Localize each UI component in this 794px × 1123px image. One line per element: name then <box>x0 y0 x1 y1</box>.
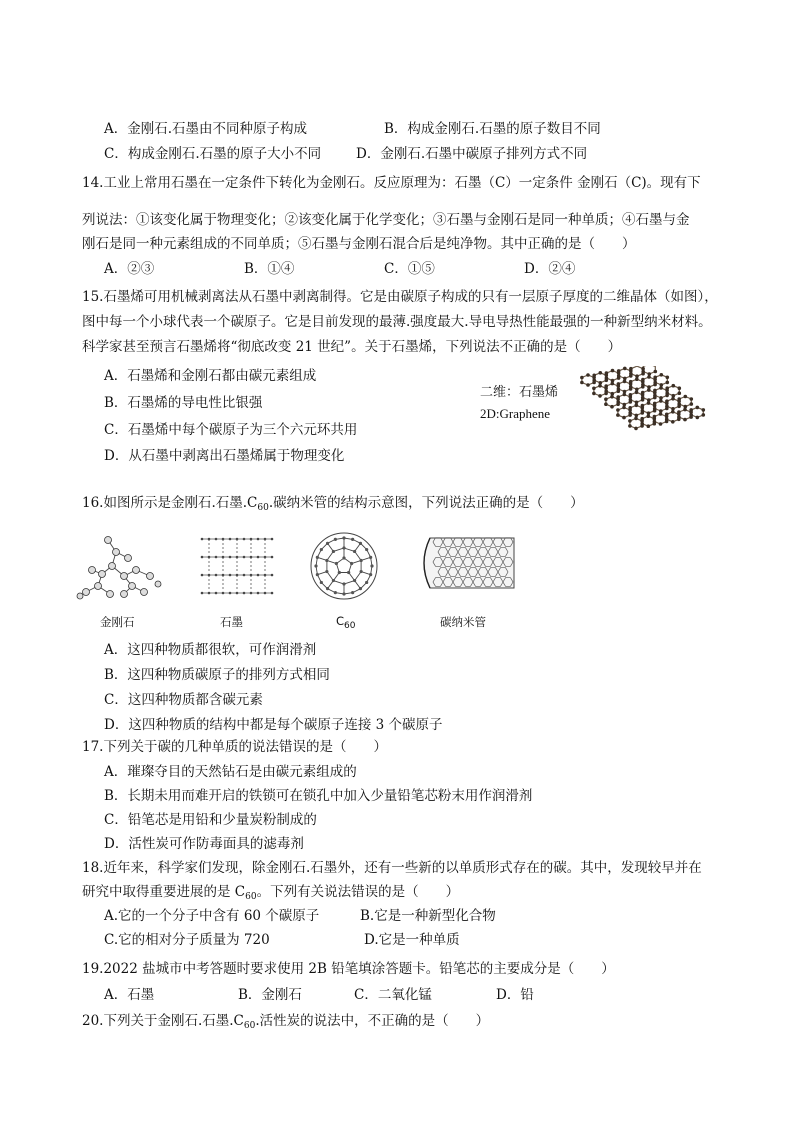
graphene-atom <box>702 413 706 417</box>
graphene-atom <box>635 391 639 395</box>
graphene-atom <box>696 416 700 420</box>
graphene-atom <box>641 370 645 374</box>
graphene-atom <box>641 383 645 387</box>
graphene-atom <box>653 381 657 385</box>
q18-stem-line2-pre: 研究中取得重要进展的是 C <box>82 884 246 900</box>
c60-atom <box>365 581 368 584</box>
graphene-figure <box>574 366 720 458</box>
c60-atom <box>332 579 335 582</box>
c60-atom <box>369 556 372 559</box>
graphene-atom <box>659 386 663 390</box>
graphite-atom <box>236 592 239 595</box>
q16-option-d: D．这四种物质的结构中都是每个碳原子连接 3 个碳原子 <box>104 717 443 733</box>
q13-option-d: D．金刚石.石墨中碳原子排列方式不同 <box>356 146 588 162</box>
graphene-atom <box>659 422 663 426</box>
graphite-atom <box>229 556 232 559</box>
graphene-atom <box>653 415 657 419</box>
graphene-atom <box>696 406 700 410</box>
graphite-atom <box>257 592 260 595</box>
graphene-atom <box>628 406 632 410</box>
q20-stem-pre: 20.下列关于金刚石.石墨.C <box>82 1013 244 1029</box>
c60-atom <box>353 550 356 553</box>
q16-stem <box>82 494 584 512</box>
graphene-atom <box>647 401 651 405</box>
graphite-atom <box>264 592 267 595</box>
graphite-structure-figure <box>198 528 276 604</box>
graphene-atom <box>628 419 632 423</box>
c60-atom <box>350 562 353 565</box>
c60-atom <box>342 556 345 559</box>
graphite-atom <box>201 574 204 577</box>
graphene-atom <box>653 402 657 406</box>
graphene-atom <box>641 378 645 382</box>
caption-c60-sub: 60 <box>344 621 356 631</box>
q18-stem-line2 <box>82 883 459 901</box>
c60-atom <box>370 564 373 567</box>
graphene-atom <box>641 396 645 400</box>
graphene-atom <box>629 372 633 376</box>
q15-option-a: A．石墨烯和金刚石都由碳元素组成 <box>104 368 317 384</box>
q19-option-d: D．铅 <box>496 987 534 1003</box>
q16-option-c: C．这四种物质都含碳元素 <box>104 692 263 708</box>
graphene-atom <box>647 424 651 428</box>
graphene-atom <box>592 379 596 383</box>
graphene-atom <box>634 427 638 431</box>
c60-atom <box>360 570 363 573</box>
graphene-atom <box>702 408 706 412</box>
graphene-atom <box>640 417 644 421</box>
graphite-atom <box>271 538 274 541</box>
c60-atom <box>316 556 319 559</box>
graphene-atom <box>666 381 670 385</box>
graphene-atom <box>628 411 632 415</box>
graphite-atom <box>215 556 218 559</box>
graphene-atom <box>689 413 693 417</box>
c60-atom <box>325 559 328 562</box>
q13-option-c: C．构成金刚石.石墨的原子大小不同 <box>104 146 322 162</box>
graphite-atom <box>215 574 218 577</box>
graphene-atom <box>617 387 621 391</box>
graphene-atom <box>647 414 651 418</box>
graphene-atom <box>634 417 638 421</box>
graphene-atom <box>598 384 602 388</box>
graphene-atom <box>690 397 694 401</box>
c60-atom <box>325 570 328 573</box>
graphene-atom <box>665 391 669 395</box>
graphene-atom <box>592 392 596 396</box>
graphite-atom <box>243 592 246 595</box>
graphene-atom <box>628 424 632 428</box>
q15-option-b: B．石墨烯的导电性比银强 <box>104 395 263 411</box>
caption-c60 <box>336 614 356 631</box>
q17-stem: 17.下列关于碳的几种单质的说法错误的是（ ） <box>82 739 387 755</box>
c60-atom <box>353 579 356 582</box>
graphene-atom <box>659 399 663 403</box>
graphite-atom <box>271 592 274 595</box>
graphene-atom <box>665 386 669 390</box>
c60-atom <box>342 592 345 595</box>
graphene-atom <box>677 415 681 419</box>
graphene-atom <box>629 367 633 371</box>
c60-atom <box>326 542 329 545</box>
graphene-atom <box>623 367 627 371</box>
graphene-atom <box>671 420 675 424</box>
c60-atom <box>360 559 363 562</box>
graphene-atom <box>617 374 621 378</box>
graphene-label-en: 2D:Graphene <box>480 406 551 421</box>
graphene-atom <box>653 394 657 398</box>
q17-option-a: A．璀璨夺目的天然钻石是由碳元素组成的 <box>104 764 357 780</box>
q16-stem-pre: 16.如图所示是金刚石.石墨.C <box>82 495 258 511</box>
graphene-atom <box>598 394 602 398</box>
graphene-atom <box>653 389 657 393</box>
graphene-atom <box>684 395 688 399</box>
c60-atom <box>351 538 354 541</box>
graphite-atom <box>257 556 260 559</box>
q16-stem-sub: 60 <box>257 503 269 513</box>
graphene-atom <box>617 369 621 373</box>
graphite-atom <box>243 538 246 541</box>
graphene-atom <box>629 380 633 384</box>
q16-stem-post: .碳纳米管的结构示意图，下列说法正确的是（ ） <box>268 495 584 511</box>
graphite-atom <box>229 592 232 595</box>
graphite-atom <box>243 556 246 559</box>
graphene-atom <box>580 376 584 380</box>
q15-option-d: D．从石墨中剥离出石墨烯属于物理变化 <box>104 448 345 464</box>
graphene-atom <box>616 395 620 399</box>
graphene-atom <box>604 402 608 406</box>
c60-atom <box>316 573 319 576</box>
graphene-atom <box>611 369 615 373</box>
c60-atom <box>335 562 338 565</box>
graphene-atom <box>641 409 645 413</box>
nanotube-structure-figure <box>416 532 516 594</box>
q14-stem-line2: 列说法：①该变化属于物理变化；②该变化属于化学变化；③石墨与金刚石是同一种单质；④石墨与金 <box>82 212 690 228</box>
graphene-atom <box>586 383 590 387</box>
caption-graphite: 石墨 <box>220 615 243 629</box>
graphene-atom <box>678 391 682 395</box>
graphene-atom <box>647 375 651 379</box>
graphene-atom <box>629 393 633 397</box>
graphene-atom <box>604 389 608 393</box>
graphene-atom <box>611 382 615 386</box>
c60-atom <box>314 564 317 567</box>
graphene-atom <box>635 377 639 381</box>
graphite-atom <box>229 538 232 541</box>
c60-atom <box>359 587 362 590</box>
graphene-atom <box>683 408 687 412</box>
q20-stem <box>82 1012 489 1030</box>
graphite-atom <box>208 592 211 595</box>
graphene-atom <box>623 380 627 384</box>
graphene-atom <box>677 410 681 414</box>
graphene-atom <box>610 405 614 409</box>
c60-atom <box>338 571 341 574</box>
c60-atom <box>359 542 362 545</box>
graphite-atom <box>215 538 218 541</box>
graphene-atom <box>605 371 609 375</box>
c60-atom <box>369 573 372 576</box>
graphene-atom <box>622 416 626 420</box>
c60-atom <box>365 548 368 551</box>
c60-atom <box>320 548 323 551</box>
graphene-atom <box>677 402 681 406</box>
q15-stem-line2: 图中每一个小球代表一个碳原子。它是目前发现的最薄.强度最大.导电导热性能最强的一种新型纳米材料。 <box>82 314 712 330</box>
graphene-atom <box>665 405 669 409</box>
graphene-atom <box>604 397 608 401</box>
graphene-atom <box>671 410 675 414</box>
q18-stem-line2-post: 。下列有关说法错误的是（ ） <box>256 884 460 900</box>
c60-atom <box>351 591 354 594</box>
graphite-atom <box>257 538 260 541</box>
graphene-atom <box>592 374 596 378</box>
q19-option-b: B．金刚石 <box>238 987 302 1003</box>
graphene-atom <box>641 391 645 395</box>
graphene-atom <box>683 418 687 422</box>
graphite-atom <box>271 556 274 559</box>
graphene-atom <box>647 388 651 392</box>
graphene-atom <box>610 395 614 399</box>
graphene-atom <box>616 413 620 417</box>
graphite-atom <box>215 592 218 595</box>
c60-atom <box>342 536 345 539</box>
graphene-atom <box>653 420 657 424</box>
q18-stem-line2-sub: 60 <box>245 892 257 902</box>
q14-option-c: C．①⑤ <box>384 261 435 277</box>
c60-atom <box>320 581 323 584</box>
graphene-atom <box>641 404 645 408</box>
graphite-atom <box>271 574 274 577</box>
graphene-atom <box>623 393 627 397</box>
graphite-atom <box>257 574 260 577</box>
graphene-atom <box>617 382 621 386</box>
graphene-atom <box>659 412 663 416</box>
c60-atom <box>334 538 337 541</box>
graphene-atom <box>629 385 633 389</box>
graphene-atom <box>580 381 584 385</box>
q18-option-b: B.它是一种新型化合物 <box>360 908 496 924</box>
graphite-atom <box>201 592 204 595</box>
q17-option-c: C．铅笔芯是用铅和少量炭粉制成的 <box>104 812 317 828</box>
q14-option-a: A．②③ <box>104 261 155 277</box>
graphene-atom <box>616 408 620 412</box>
q15-stem-line3: 科学家甚至预言石墨烯将“彻底改变 21 世纪”。关于石墨烯，下列说法不正确的是（ ） <box>82 339 622 355</box>
graphene-atom <box>660 373 664 377</box>
graphene-atom <box>665 413 669 417</box>
graphite-atom <box>229 574 232 577</box>
q18-stem-line1: 18.近年来，科学家们发现，除金刚石.石墨外，还有一些新的以单质形式存在的碳。其中，发现较早并在 <box>82 860 702 876</box>
q15-stem-line1: 15.石墨烯可用机械剥离法从石墨中剥离制得。它是由碳原子构成的只有一层原子厚度的二维晶体（如图）， <box>82 289 718 305</box>
q20-stem-post: .活性炭的说法中，不正确的是（ ） <box>255 1013 490 1029</box>
graphene-atom <box>666 376 670 380</box>
caption-c60-main: C <box>336 614 345 628</box>
q14-stem-line1: 14.工业上常用石墨在一定条件下转化为金刚石。反应原理为：石墨（C）一定条件 金刚石（C)。现有下 <box>82 175 701 191</box>
q13-option-b: B．构成金刚石.石墨的原子数目不同 <box>384 121 601 137</box>
graphite-atom <box>250 592 253 595</box>
c60-atom <box>342 582 345 585</box>
c60-atom <box>347 571 350 574</box>
graphite-atom <box>201 538 204 541</box>
graphene-label-cn: 二维：石墨烯 <box>480 385 559 400</box>
q14-option-d: D．②④ <box>524 261 576 277</box>
q20-stem-sub: 60 <box>243 1021 256 1031</box>
c60-atom <box>326 587 329 590</box>
graphite-atom <box>222 592 225 595</box>
graphene-atom <box>665 399 669 403</box>
q17-option-d: D．活性炭可作防毒面具的滤毒剂 <box>104 836 304 852</box>
graphene-atom <box>653 407 657 411</box>
graphene-atom <box>640 422 644 426</box>
q19-stem: 19.2022 盐城市中考答题时要求使用 2B 铅笔填涂答题卡。铅笔芯的主要成分是（ ） <box>82 961 615 977</box>
graphene-atom <box>654 370 658 374</box>
graphene-atom <box>616 400 620 404</box>
graphene-atom <box>586 373 590 377</box>
diamond-structure-figure <box>72 530 168 602</box>
graphene-atom <box>677 397 681 401</box>
q19-option-a: A．石墨 <box>104 987 155 1003</box>
graphene-atom <box>653 376 657 380</box>
graphene-atom <box>672 384 676 388</box>
c60-atom <box>334 591 337 594</box>
q16-option-a: A．这四种物质都很软，可作润滑剂 <box>104 642 317 658</box>
graphene-atom <box>678 386 682 390</box>
graphene-atom <box>622 406 626 410</box>
q17-option-b: B．长期未用而难开启的铁锁可在锁孔中加入少量铅笔芯粉末用作润滑剂 <box>104 788 533 804</box>
c60-structure-figure <box>308 528 380 604</box>
graphene-atom <box>592 387 596 391</box>
graphite-atom <box>243 574 246 577</box>
graphene-atom <box>605 376 609 380</box>
graphene-atom <box>629 398 633 402</box>
c60-pentagon <box>336 558 351 573</box>
q15-option-c: C．石墨烯中每个碳原子为三个六元环共用 <box>104 422 358 438</box>
q18-option-a: A.它的一个分子中含有 60 个碳原子 <box>104 908 320 924</box>
graphene-atom <box>635 404 639 408</box>
c60-atom <box>332 550 335 553</box>
q16-option-b: B．这四种物质碳原子的排列方式相同 <box>104 667 330 683</box>
q14-option-b: B．①④ <box>244 261 295 277</box>
graphite-atom <box>201 556 204 559</box>
graphene-atom <box>665 418 669 422</box>
caption-nanotube: 碳纳米管 <box>440 615 486 629</box>
q14-stem-line3: 刚石是同一种元素组成的不同单质；⑤石墨与金刚石混合后是纯净物。其中正确的是（ ） <box>82 236 636 252</box>
caption-diamond: 金刚石 <box>100 615 135 629</box>
q18-option-d: D.它是一种单质 <box>364 932 460 948</box>
q13-option-a: A．金刚石.石墨由不同种原子构成 <box>104 121 308 137</box>
q18-option-c: C.它的相对分子质量为 720 <box>104 932 270 948</box>
graphene-atom <box>671 397 675 401</box>
graphene-atom <box>599 371 603 375</box>
q19-option-c: C．二氧化锰 <box>354 987 432 1003</box>
graphene-atom <box>689 408 693 412</box>
c60-atom <box>342 546 345 549</box>
graphene-atom <box>690 402 694 406</box>
graphene-atom <box>604 384 608 388</box>
